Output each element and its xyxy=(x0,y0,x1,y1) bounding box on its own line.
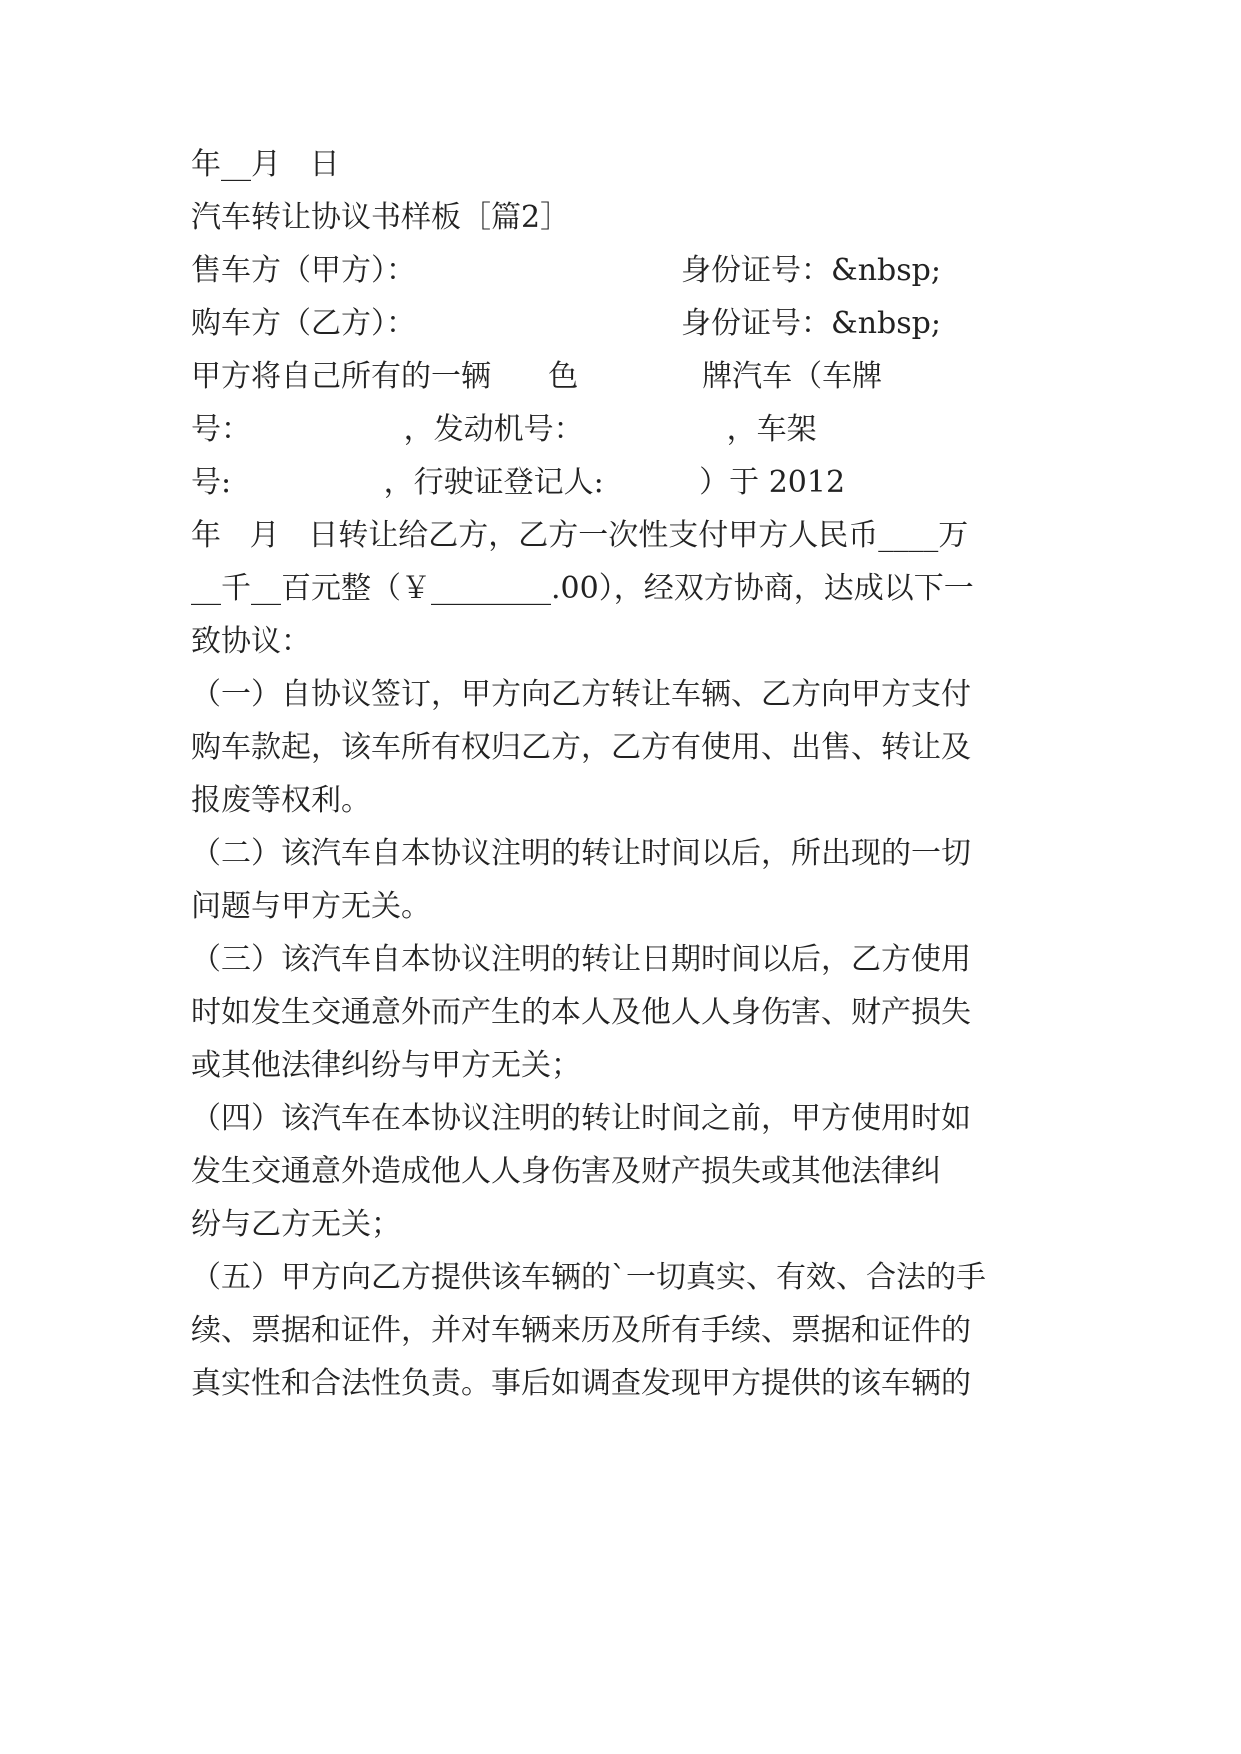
intro-line: __千__百元整（￥________.00），经双方协商，达成以下一 xyxy=(191,571,974,606)
intro-line: 号： ，发动机号： ，车架 xyxy=(191,412,817,447)
seller-label: 售车方（甲方）： xyxy=(191,253,416,288)
clause-3-line: 时如发生交通意外而产生的本人及他人人身伤害、财产损失 xyxy=(191,995,971,1030)
clause-3-line: 或其他法律纠纷与甲方无关； xyxy=(191,1048,581,1083)
clause-5-line: （五）甲方向乙方提供该车辆的`一切真实、有效、合法的手 xyxy=(191,1260,986,1295)
clause-1-line: （一）自协议签订，甲方向乙方转让车辆、乙方向甲方支付 xyxy=(191,677,971,712)
intro-line: 年 月 日转让给乙方，乙方一次性支付甲方人民币____万 xyxy=(191,518,969,553)
seller-id-label: 身份证号：&nbsp; xyxy=(681,253,941,288)
clause-3-line: （三）该汽车自本协议注明的转让日期时间以后，乙方使用 xyxy=(191,942,971,977)
clause-2-line: （二）该汽车自本协议注明的转让时间以后，所出现的一切 xyxy=(191,836,971,871)
buyer-id-label: 身份证号：&nbsp; xyxy=(681,306,941,341)
clause-5-line: 真实性和合法性负责。事后如调查发现甲方提供的该车辆的 xyxy=(191,1366,971,1401)
intro-line: 甲方将自己所有的一辆 色 牌汽车（车牌 xyxy=(191,359,883,394)
intro-line: 致协议： xyxy=(191,624,311,659)
clause-1-line: 报废等权利。 xyxy=(191,783,371,818)
clause-4-line: 发生交通意外造成他人人身伤害及财产损失或其他法律纠 xyxy=(191,1154,941,1189)
buyer-label: 购车方（乙方）： xyxy=(191,306,416,341)
clause-2-line: 问题与甲方无关。 xyxy=(191,889,431,924)
clause-5-line: 续、票据和证件，并对车辆来历及所有手续、票据和证件的 xyxy=(191,1313,971,1348)
clause-4-line: （四）该汽车在本协议注明的转让时间之前，甲方使用时如 xyxy=(191,1101,971,1136)
clause-1-line: 购车款起，该车所有权归乙方，乙方有使用、出售、转让及 xyxy=(191,730,971,765)
document-title: 汽车转让协议书样板［篇2］ xyxy=(191,200,571,235)
intro-line: 号: ，行驶证登记人: ）于 2012 xyxy=(191,465,846,500)
clause-4-line: 纷与乙方无关； xyxy=(191,1207,401,1242)
date-line: 年__月 日 xyxy=(191,147,340,182)
